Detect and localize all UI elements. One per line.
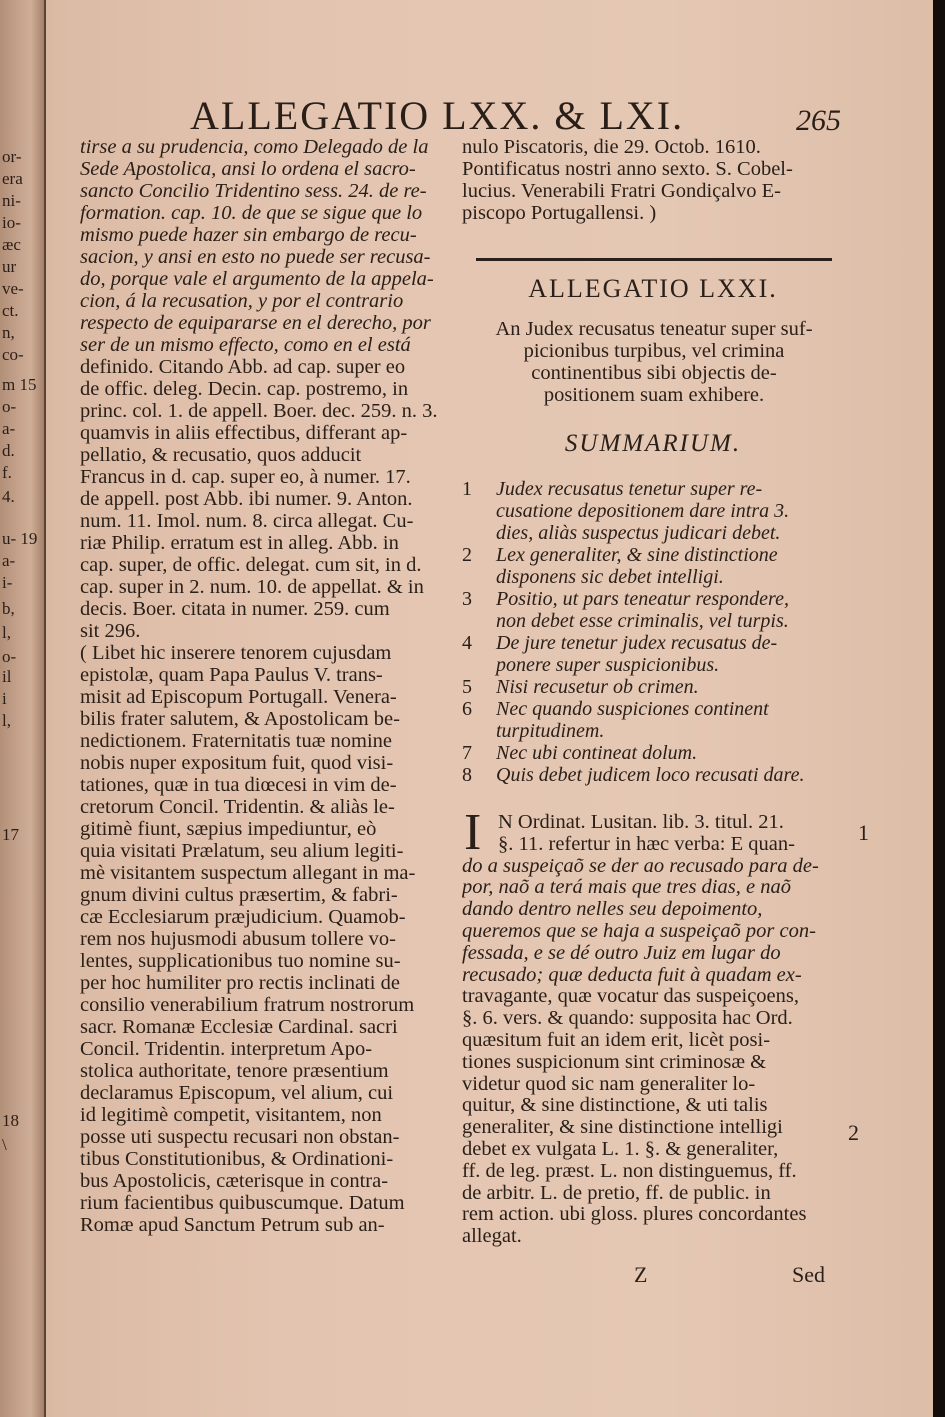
left-column-line: sancto Concilio Tridentino sess. 24. de re-: [80, 180, 427, 202]
gutter-fragment: ct.: [2, 302, 19, 320]
summary-item-number: 7: [462, 742, 472, 764]
drop-cap: I: [464, 804, 482, 861]
summary-item-line: [462, 676, 840, 698]
body-line: ff. de leg. præst. L. non distinguemus, ff.: [462, 1160, 797, 1182]
left-column-line: ser de un mismo effecto, como en el está: [80, 334, 411, 356]
gutter-fragment: i-: [2, 574, 13, 592]
catchword: Sed: [792, 1262, 825, 1287]
gutter-fragment: ni-: [2, 192, 21, 210]
question-line: An Judex recusatus teneatur super suf-: [495, 318, 813, 340]
summary-item-text: Nec ubi contineat dolum.: [496, 742, 698, 764]
body-line: queremos que se haja a suspeiçaõ por con-: [462, 920, 816, 942]
left-column-line: gnum divini cultus præsertim, & fabri-: [80, 884, 398, 906]
summary-item-text: Quis debet judicem loco recusati dare.: [496, 764, 805, 786]
left-column-line: posse uti suspectu recusari non obstan-: [80, 1126, 400, 1148]
signature-mark: Z: [634, 1262, 648, 1287]
gutter-fragment: l,: [2, 712, 11, 730]
gutter-fragment: a-: [2, 420, 16, 438]
right-column-line: Pontificatus nostri anno sexto. S. Cobel-: [462, 158, 793, 180]
summary-item-line: [462, 742, 840, 764]
gutter-fragment: 17: [2, 826, 19, 844]
gutter-fragment: f.: [2, 464, 12, 482]
summary-item-number: 1: [462, 478, 472, 500]
gutter-fragment: co-: [2, 346, 24, 364]
summary-item-text: dies, aliàs suspectus judicari debet.: [496, 522, 781, 544]
body-line: §. 11. refertur in hæc verba: E quan-: [498, 833, 795, 855]
left-column-line: rium facientibus quibuscumque. Datum: [80, 1192, 405, 1214]
body-line: debet ex vulgata L. 1. §. & generaliter,: [462, 1138, 779, 1160]
facing-page-gutter: [0, 0, 46, 1417]
left-column-line: de offic. deleg. Decin. cap. postremo, in: [80, 378, 409, 400]
left-column-line: mismo puede hazer sin embargo de recu-: [80, 224, 417, 246]
body-line: allegat.: [462, 1226, 522, 1248]
left-column-line: mè visitantem suspectum allegant in ma-: [80, 862, 416, 884]
summary-item-number: 2: [462, 544, 472, 566]
body-text: [462, 804, 842, 1248]
gutter-fragment: u- 19: [2, 530, 38, 548]
left-column-line: pellatio, & recusatio, quos adducit: [80, 444, 362, 466]
body-line: tiones suspicionum sint criminosæ &: [462, 1051, 767, 1073]
summary-item-line: [462, 654, 840, 676]
left-column-line: sit 296.: [80, 620, 141, 642]
summary-item-line: [462, 720, 840, 742]
left-column-line: cion, á la recusation, y por el contrario: [80, 290, 404, 312]
summary-item-number: 6: [462, 698, 472, 720]
right-column-line: piscopo Portugallensi. ): [462, 202, 657, 224]
body-line: quæsitum fuit an idem erit, licèt posi-: [462, 1029, 771, 1051]
question-line: positionem suam exhibere.: [543, 384, 765, 406]
left-column-line: cretorum Concil. Tridentin. & aliàs le-: [80, 796, 395, 818]
left-column-line: gitimè fiunt, sæpius impediuntur, eò: [80, 818, 377, 840]
left-column-line: cæ Ecclesiarum præjudicium. Quamob-: [80, 906, 406, 928]
left-column-line: tationes, quæ in tua diœcesi in vim de-: [80, 774, 397, 796]
summary-item-line: [462, 500, 840, 522]
left-column-line: epistolæ, quam Papa Paulus V. trans-: [80, 664, 383, 686]
left-column-line: quia visitati Prælatum, seu alium legiti-: [80, 840, 404, 862]
left-column-line: id legitimè competit, visitantem, non: [80, 1104, 382, 1126]
left-column-line: quamvis in aliis effectibus, differant ap-: [80, 422, 408, 444]
gutter-fragment: l,: [2, 624, 11, 642]
body-line: dando dentro nelles seu depoimento,: [462, 899, 763, 921]
left-column-line: respecto de equipararse en el derecho, por: [80, 312, 431, 334]
gutter-fragment: ur: [2, 258, 17, 276]
summarium-title: SUMMARIUM.: [564, 430, 742, 457]
body-line: quitur, & sine distinctione, & uti talis: [462, 1095, 768, 1117]
summary-item-number: 3: [462, 588, 472, 610]
gutter-fragment: io-: [2, 214, 21, 232]
left-column-line: decis. Boer. citata in numer. 259. cum: [80, 598, 390, 620]
summary-item-text: Nisi recusetur ob crimen.: [496, 676, 699, 698]
gutter-fragment: \: [2, 1136, 7, 1154]
body-line: de arbitr. L. de pretio, ff. de public. in: [462, 1182, 771, 1204]
gutter-fragment: i: [2, 690, 7, 708]
body-line: recusado; quæ deducta fuit à quadam ex-: [462, 964, 802, 986]
question-line: picionibus turpibus, vel crimina: [523, 340, 785, 362]
summary-item-text: ponere super suspicionibus.: [496, 654, 720, 676]
body-line: por, naõ a terá mais que tres dias, e naõ: [462, 877, 791, 899]
summary-item-line: [462, 478, 840, 500]
gutter-fragment: o-: [2, 398, 17, 416]
summary-item-number: 8: [462, 764, 472, 786]
left-column-line: Romæ apud Sanctum Petrum sub an-: [80, 1214, 385, 1236]
margin-number-2: 2: [848, 1120, 859, 1145]
question-block: [470, 318, 838, 406]
left-column-line: misit ad Episcopum Portugall. Venera-: [80, 686, 397, 708]
right-column-line: nulo Piscatoris, die 29. Octob. 1610.: [462, 136, 761, 158]
summary-item-line: [462, 764, 840, 786]
summary-item-text: non debet esse criminalis, vel turpis.: [496, 610, 789, 632]
summary-item-line: [462, 544, 840, 566]
left-column-line: Concil. Tridentin. interpretum Apo-: [80, 1038, 373, 1060]
summary-list: [462, 478, 840, 786]
summary-item-text: disponens sic debet intelligi.: [496, 566, 724, 588]
section-divider-rule: [476, 258, 832, 261]
margin-number-1: 1: [858, 820, 869, 845]
gutter-fragment: b,: [2, 600, 15, 618]
summary-item-text: Nec quando suspiciones continent: [496, 698, 769, 720]
gutter-fragment: m 15: [2, 376, 37, 394]
body-line: generaliter, & sine distinctione intelligi: [462, 1117, 783, 1139]
body-line: fessada, e se dé outro Juiz em lugar do: [462, 942, 781, 964]
question-line: continentibus sibi objectis de-: [531, 362, 777, 384]
gutter-fragment: era: [2, 170, 23, 188]
gutter-fragment: o-: [2, 648, 17, 666]
body-line: do a suspeiçaõ se der ao recusado para de-: [462, 855, 819, 877]
summary-item-number: 5: [462, 676, 472, 698]
gutter-fragment: or-: [2, 148, 22, 166]
left-column: [80, 136, 456, 1236]
gutter-fragment: 18: [2, 1112, 19, 1130]
summary-item-text: Positio, ut pars teneatur respondere,: [496, 588, 789, 610]
left-column-line: bilis frater salutem, & Apostolicam be-: [80, 708, 400, 730]
gutter-fragment: 4.: [2, 488, 15, 506]
left-column-line: do, porque vale el argumento de la appela-: [80, 268, 434, 290]
summary-item-text: turpitudinem.: [496, 720, 605, 742]
running-title: ALLEGATIO LXX. & LXI.: [190, 93, 685, 138]
summary-item-line: [462, 632, 840, 654]
left-column-line: per hoc humiliter pro rectis inclinati de: [80, 972, 400, 994]
summary-item-text: De jure tenetur judex recusatus de-: [496, 632, 778, 654]
left-column-line: lentes, supplicationibus tuo nomine su-: [80, 950, 401, 972]
left-column-line: sacr. Romanæ Ecclesiæ Cardinal. sacri: [80, 1016, 398, 1038]
allegatio-title: ALLEGATIO LXXI.: [528, 274, 778, 303]
left-column-line: tibus Constitutionibus, & Ordinationi-: [80, 1148, 394, 1170]
left-column-line: consilio venerabilium fratrum nostrorum: [80, 994, 415, 1016]
summary-item-line: [462, 698, 840, 720]
body-line: rem action. ubi gloss. plures concordantes: [462, 1204, 807, 1226]
summary-item-text: cusatione depositionem dare intra 3.: [496, 500, 790, 522]
summary-item-text: Lex generaliter, & sine distinctione: [496, 544, 778, 566]
left-column-line: tirse a su prudencia, como Delegado de la: [80, 136, 429, 158]
left-column-line: stolica authoritate, tenore præsentium: [80, 1060, 389, 1082]
summary-item-line: [462, 588, 840, 610]
left-column-line: nedictionem. Fraternitatis tuæ nomine: [80, 730, 392, 752]
body-line: travagante, quæ vocatur das suspeiçoens,: [462, 986, 800, 1008]
left-column-line: rem nos hujusmodi abusum tollere vo-: [80, 928, 396, 950]
gutter-fragment: n,: [2, 324, 15, 342]
left-column-line: num. 11. Imol. num. 8. circa allegat. Cu-: [80, 510, 414, 532]
left-column-line: cap. super, de offic. delegat. cum sit, in d.: [80, 554, 422, 576]
gutter-fragment: il: [2, 668, 12, 686]
gutter-fragment: ve-: [2, 280, 24, 298]
summary-item-line: [462, 522, 840, 544]
gutter-fragment: a-: [2, 552, 16, 570]
left-column-line: princ. col. 1. de appell. Boer. dec. 259. n. 3.: [80, 400, 438, 422]
page-number: 265: [796, 104, 841, 137]
left-column-line: declaramus Episcopum, vel alium, cui: [80, 1082, 394, 1104]
body-line: N Ordinat. Lusitan. lib. 3. titul. 21.: [498, 812, 784, 833]
left-column-line: formation. cap. 10. de que se sigue que lo: [80, 202, 423, 224]
left-column-line: cap. super in 2. num. 10. de appellat. & in: [80, 576, 424, 598]
left-column-line: nobis nuper expositum fuit, quod visi-: [80, 752, 394, 774]
page-edge-shadow: [933, 0, 945, 1417]
left-column-line: definido. Citando Abb. ad cap. super eo: [80, 356, 406, 378]
gutter-fragment: æc: [2, 236, 21, 254]
right-column-line: lucius. Venerabili Fratri Gondiçalvo E-: [462, 180, 782, 202]
left-column-line: ( Libet hic inserere tenorem cujusdam: [80, 642, 392, 664]
left-column-line: sacion, y ansi en esto no puede ser recusa-: [80, 246, 431, 268]
left-column-line: Francus in d. cap. super eo, à numer. 17.: [80, 466, 411, 488]
summary-item-text: Judex recusatus tenetur super re-: [496, 478, 763, 500]
right-column-top: [462, 136, 844, 224]
gutter-fragment: d.: [2, 442, 15, 460]
summary-item-number: 4: [462, 632, 472, 654]
left-column-line: riæ Philip. erratum est in alleg. Abb. in: [80, 532, 399, 554]
summary-item-line: [462, 610, 840, 632]
summary-item-line: [462, 566, 840, 588]
left-column-line: de appell. post Abb. ibi numer. 9. Anton.: [80, 488, 413, 510]
left-column-line: Sede Apostolica, ansi lo ordena el sacro-: [80, 158, 416, 180]
left-column-line: bus Apostolicis, cæterisque in contra-: [80, 1170, 389, 1192]
body-line: videtur quod sic nam generaliter lo-: [462, 1073, 756, 1095]
body-line: §. 6. vers. & quando: supposita hac Ord.: [462, 1008, 793, 1030]
